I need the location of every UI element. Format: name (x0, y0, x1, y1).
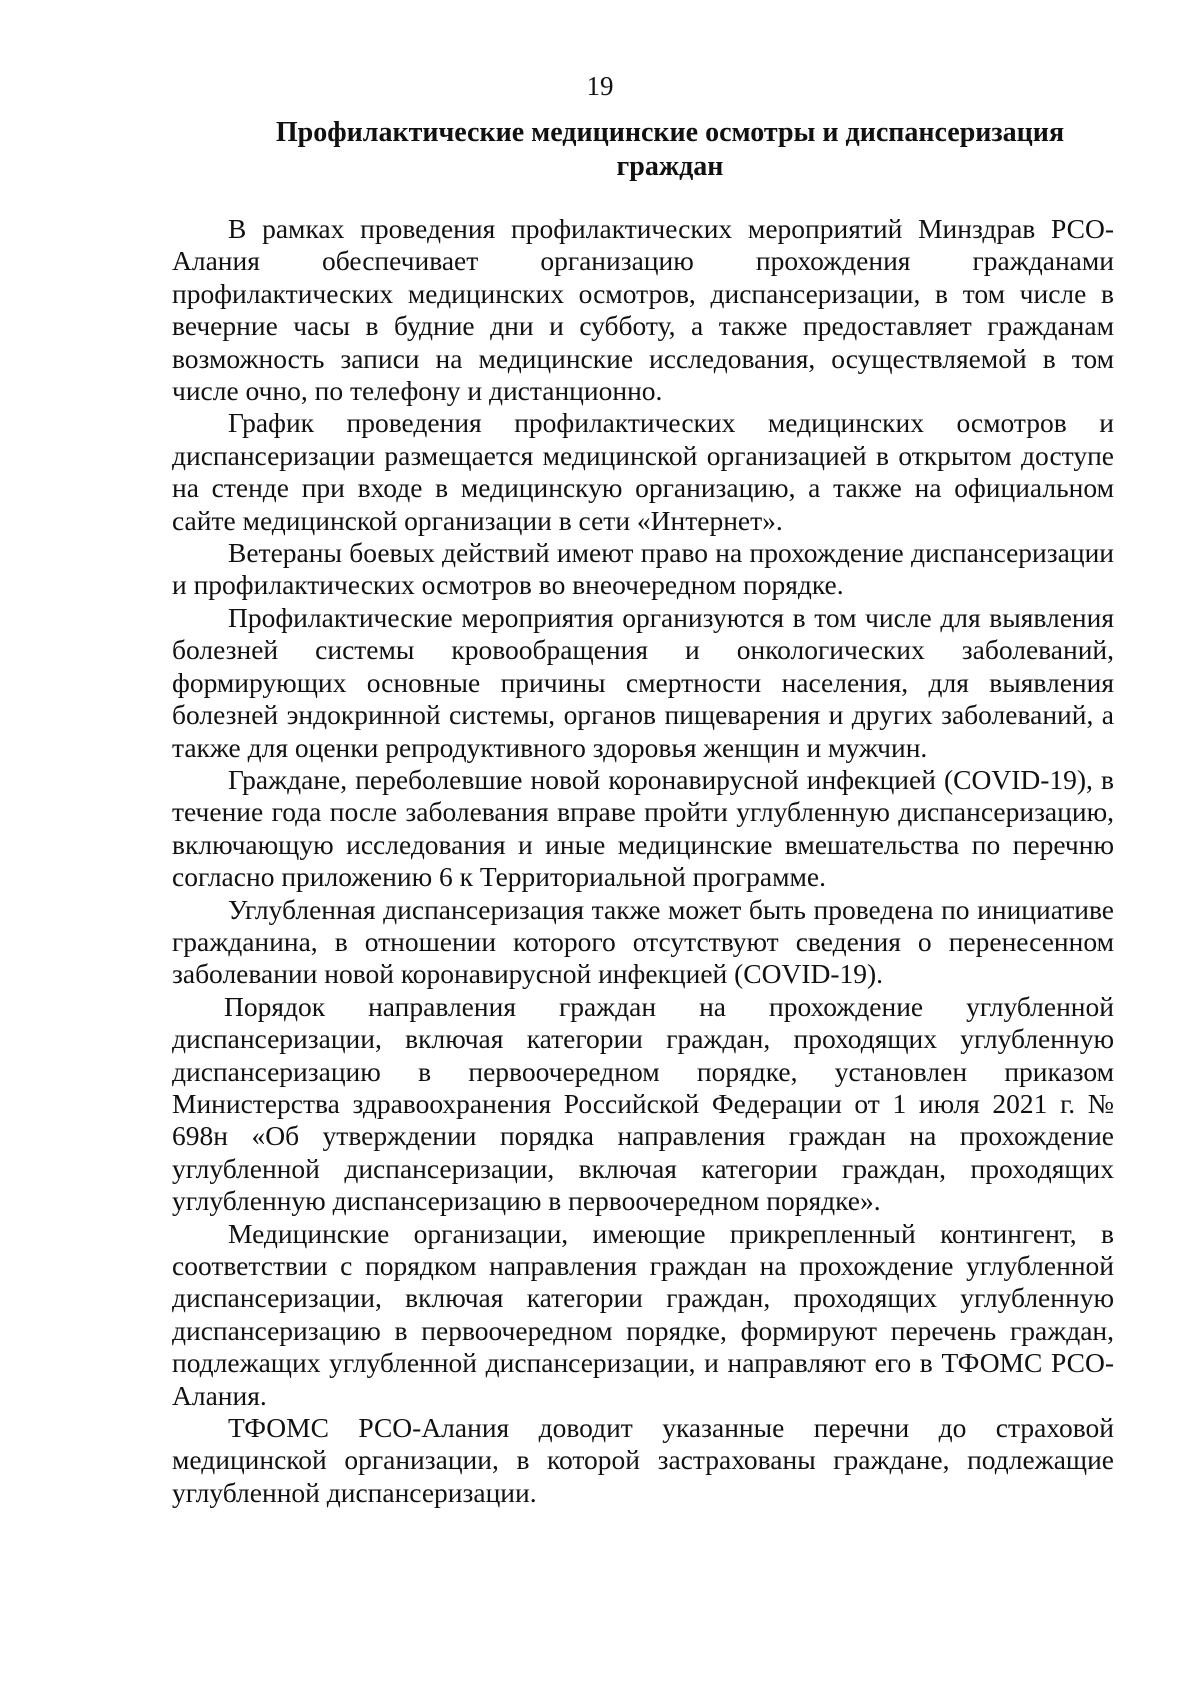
page-number: 19 (586, 71, 614, 101)
paragraph-tfoms: ТФОМС РСО-Алания доводит указанные перечни до страховой медицинской организации, в которой застрахованы граждане, подлежащие углубленной диспансеризации. (172, 1412, 1114, 1508)
paragraph-prevention-goals: Профилактические мероприятия организуются в том числе для выявления болезней системы кровообращения и онкологических заболеваний, формирующих основные причины смертности населения, для выявления болезней эндокринной системы, органов пищеварения и других заболеваний, а также для оценки репродуктивного здоровья женщин и мужчин. (172, 601, 1114, 763)
paragraph-covid-recovered: Граждане, переболевшие новой коронавирусной инфекцией (COVID-19), в течение года после заболевания вправе пройти углубленную диспансеризацию, включающую исследования и иные медицинские вмешательства по перечню согласно приложению 6 к Территориальной программе. (172, 763, 1114, 893)
paragraph-referral-order: Порядок направления граждан на прохождение углубленной диспансеризации, включая категории граждан, проходящих углубленную диспансеризацию в первоочередном порядке, установлен приказом Министерства здравоохранения Российской Федерации от 1 июля 2021 г. № 698н «Об утверждении порядка направления граждан на прохождение углубленной диспансеризации, включая категории граждан, проходящих углубленную диспансеризацию в первоочередном порядке». (172, 990, 1114, 1217)
paragraph-citizen-initiative: Углубленная диспансеризация также может быть проведена по инициативе гражданина, в отношении которого отсутствуют сведения о перенесенном заболевании новой коронавирусной инфекцией (COVID-19). (172, 893, 1114, 990)
paragraph-veterans: Ветераны боевых действий имеют право на прохождение диспансеризации и профилактических осмотров во внеочередном порядке. (172, 537, 1114, 601)
paragraph-schedule: График проведения профилактических медицинских осмотров и диспансеризации размещается медицинской организацией в открытом доступе на стенде при входе в медицинскую организацию, а также на официальном сайте медицинской организации в сети «Интернет». (172, 407, 1114, 536)
paragraph-medical-organizations: Медицинские организации, имеющие прикрепленный контингент, в соответствии с порядком направления граждан на прохождение углубленной диспансеризации, включая категории граждан, проходящих углубленную диспансеризацию в первоочередном порядке, формируют перечень граждан, подлежащих углубленной диспансеризации, и направляют его в ТФОМС РСО-Алания. (172, 1217, 1114, 1411)
section-heading: Профилактические медицинские осмотры и диспансеризация граждан (275, 117, 1065, 182)
document-body (172, 213, 1114, 1509)
paragraph-prevention-organization: В рамках проведения профилактических мероприятий Минздрав РСО-Алания обеспечивает организацию прохождения гражданами профилактических медицинских осмотров, диспансеризации, в том числе в вечерние часы в будние дни и субботу, а также предоставляет гражданам возможность записи на медицинские исследования, осуществляемой в том числе очно, по телефону и дистанционно. (172, 213, 1114, 407)
